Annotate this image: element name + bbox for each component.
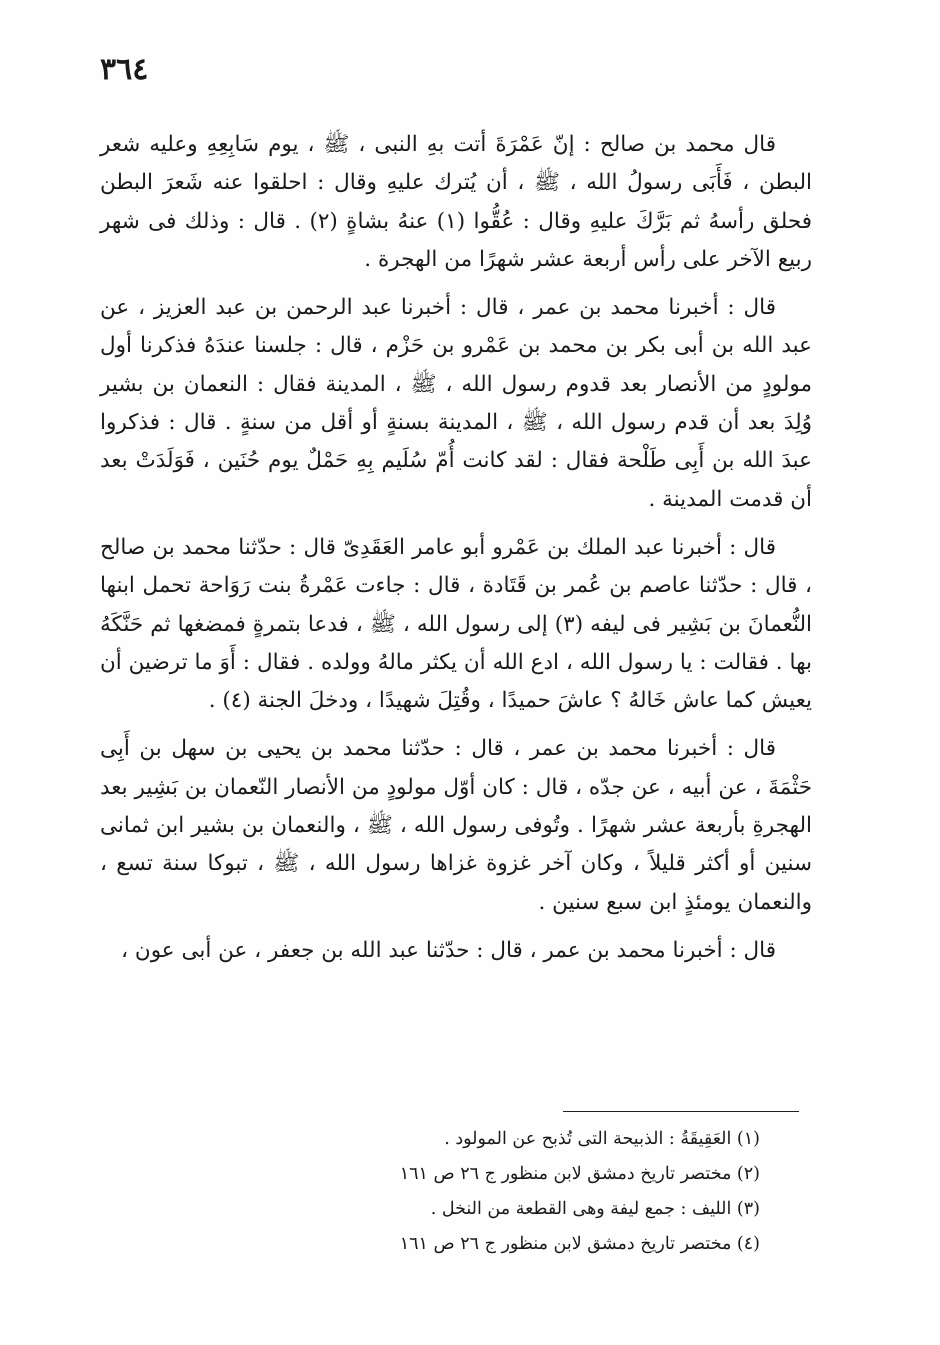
footnote-3: (٣) الليف : جمع ليفة وهى القطعة من النخل .: [430, 1199, 760, 1219]
page-number: ٣٦٤: [100, 52, 149, 87]
paragraph-5: قال : أخبرنا محمد بن عمر ، قال : حدّثنا عبد الله بن جعفر ، عن أبى عون ،: [121, 937, 776, 963]
main-text: [100, 126, 812, 980]
footnote-4: (٤) مختصر تاريخ دمشق لابن منظور ج ٢٦ ص ١٦١: [399, 1234, 760, 1254]
footnotes: [180, 1122, 760, 1262]
footnote-divider: [563, 1111, 799, 1112]
paragraph-4: قال : أخبرنا محمد بن عمر ، قال : حدّثنا محمد بن يحيى بن سهل بن أَبِى حَثْمَةَ ، عن أبيه ، عن جدّه ، قال : كان أوّل مولودٍ من الأنصار النّعمان بن بَشِير بعد الهجرةِ بأربعة عشر شهرًا . وتُوفى رسول الله ، ﷺ ، والنعمان بن بشير ابن ثمانى سنين أو أكثر قليلاً ، وكان آخر غزوة غزاها رسول الله ، ﷺ ، تبوكا سنة تسع ، والنعمان يومئذٍ ابن سبع سنين .: [100, 736, 812, 915]
paragraph-2: قال : أخبرنا محمد بن عمر ، قال : أخبرنا عبد الرحمن بن عبد العزيز ، عن عبد الله بن أبى بكر بن محمد بن عَمْرو بن حَزْم ، قال : جلسنا عندَهُ فذكرنا أول مولودٍ من الأنصار بعد قدوم رسول الله ، ﷺ ، المدينة فقال : النعمان بن بشير وُلِدَ بعد أن قدم رسول الله ، ﷺ ، المدينة بسنةٍ أو أقل من سنةٍ . قال : فذكروا عبدَ الله بن أَبِى طَلْحة فقال : لقد كانت أُمّ سُلَيم بِهِ حَمْلٌ يوم حُنَين ، فَوَلَدَتْ بعد أن قدمت المدينة .: [100, 295, 812, 512]
footnote-1: (١) العَقِيقَةُ : الذبيحة التى تُذبح عن المولود .: [444, 1129, 760, 1149]
paragraph-3: قال : أخبرنا عبد الملك بن عَمْرو أبو عامر العَقَدِىّ قال : حدّثنا محمد بن صالح ، قال : حدّثنا عاصم بن عُمر بن قَتَادة ، قال : جاءت عَمْرةُ بنت رَوَاحة تحمل ابنها النُّعمانَ بن بَشِير فى ليفه (٣) إلى رسول الله ، ﷺ ، فدعا بتمرةٍ فمضغها ثم حَنَّكَهُ بها . فقالت : يا رسول الله ، ادع الله أن يكثر مالهُ وولده . فقال : أَوَ ما ترضين أن يعيش كما عاش خَالهُ ؟ عاشَ حميدًا ، وقُتِلَ شهيدًا ، ودخلَ الجنة (٤) .: [100, 534, 813, 714]
footnote-2: (٢) مختصر تاريخ دمشق لابن منظور ج ٢٦ ص ١٦١: [399, 1164, 760, 1184]
paragraph-1: قال محمد بن صالح : إنّ عَمْرَةَ أتت بهِ النبى ، ﷺ ، يوم سَابِعِهِ وعليه شعر البطن ، فَأَبَى رسولُ الله ، ﷺ ، أن يُترك عليهِ وقال : احلقوا عنه شَعرَ البطن فحلق رأسهُ ثم بَرَّكَ عليهِ وقال : عُقُّوا (١) عنهُ بشاةٍ (٢) . قال : وذلك فى شهر ربيع الآخر على رأس أربعة عشر شهرًا من الهجرة .: [100, 132, 812, 272]
